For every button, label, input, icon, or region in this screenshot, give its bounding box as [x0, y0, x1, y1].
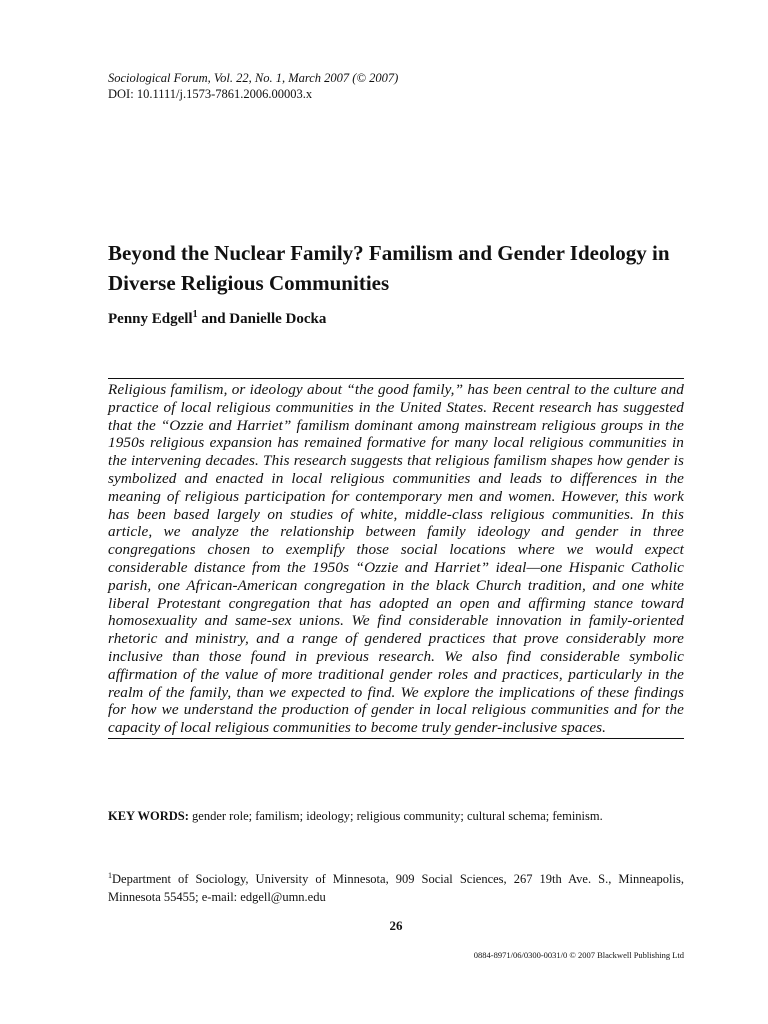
- keywords: [108, 808, 684, 825]
- article-title: Beyond the Nuclear Family? Familism and Gender Ideology in Diverse Religious Communities: [108, 241, 670, 295]
- author-2: Danielle Docka: [229, 311, 327, 327]
- journal-citation: Sociological Forum, Vol. 22, No. 1, March 2007 (© 2007): [108, 71, 399, 85]
- author-line: [108, 311, 326, 328]
- footnote-text: Department of Sociology, University of Minnesota, 909 Social Sciences, 267 19th Ave. S., Minneapolis, Minnesota 55455; e-mail: edgell@umn.edu: [108, 872, 684, 904]
- keywords-label: KEY WORDS:: [108, 809, 189, 823]
- keywords-text: gender role; familism; ideology; religious community; cultural schema; feminism.: [188, 809, 603, 823]
- footnote-mark: 1: [108, 870, 112, 880]
- doi-line: DOI: 10.1111/j.1573-7861.2006.00003.x: [108, 87, 313, 101]
- abstract-text: Religious familism, or ideology about “the good family,” has been central to the culture and practice of local religious communities in the United States. Recent research has suggested that the “Ozzie and Harriet” familism dominant among mainstream religious groups in the 1950s religious expansion has remained formative for many local religious communities in the intervening decades. This research suggests that religious familism shapes how gender is symbolized and enacted in local religious communities and leads to differences in the meaning of religious participation for contemporary men and women. However, this work has been based largely on studies of white, middle-class religious communities. In this article, we analyze the relationship between family ideology and gender in three congregations chosen to exemplify those social locations where we would expect considerable distance from the 1950s “Ozzie and Harriet” ideal—one Hispanic Catholic parish, one African-American congregation in the black Church tradition, and one white liberal Protestant congregation that has adopted an open and affirming stance toward homosexuality and same-sex unions. We find considerable innovation in family-oriented rhetoric and ministry, and a range of gendered practices that prove considerably more inclusive than those found in previous research. We also find considerable symbolic affirmation of the value of more traditional gender roles and practices, particularly in the realm of the family, than we expected to find. We explore the implications of these findings for how we understand the production of gender in local religious communities and for the capacity of local religious communities to become truly gender-inclusive spaces.: [108, 381, 684, 737]
- author-1: Penny Edgell: [108, 311, 193, 327]
- author-1-footnote-mark: 1: [192, 309, 198, 320]
- abstract-block: [108, 378, 684, 739]
- paper-page: [108, 70, 684, 960]
- footnote: [108, 870, 684, 906]
- page-number: 26: [389, 918, 403, 933]
- copyright-line: 0884-8971/06/0300-0031/0 © 2007 Blackwell Publishing Ltd: [473, 950, 684, 960]
- author-conjunction: and: [197, 311, 230, 327]
